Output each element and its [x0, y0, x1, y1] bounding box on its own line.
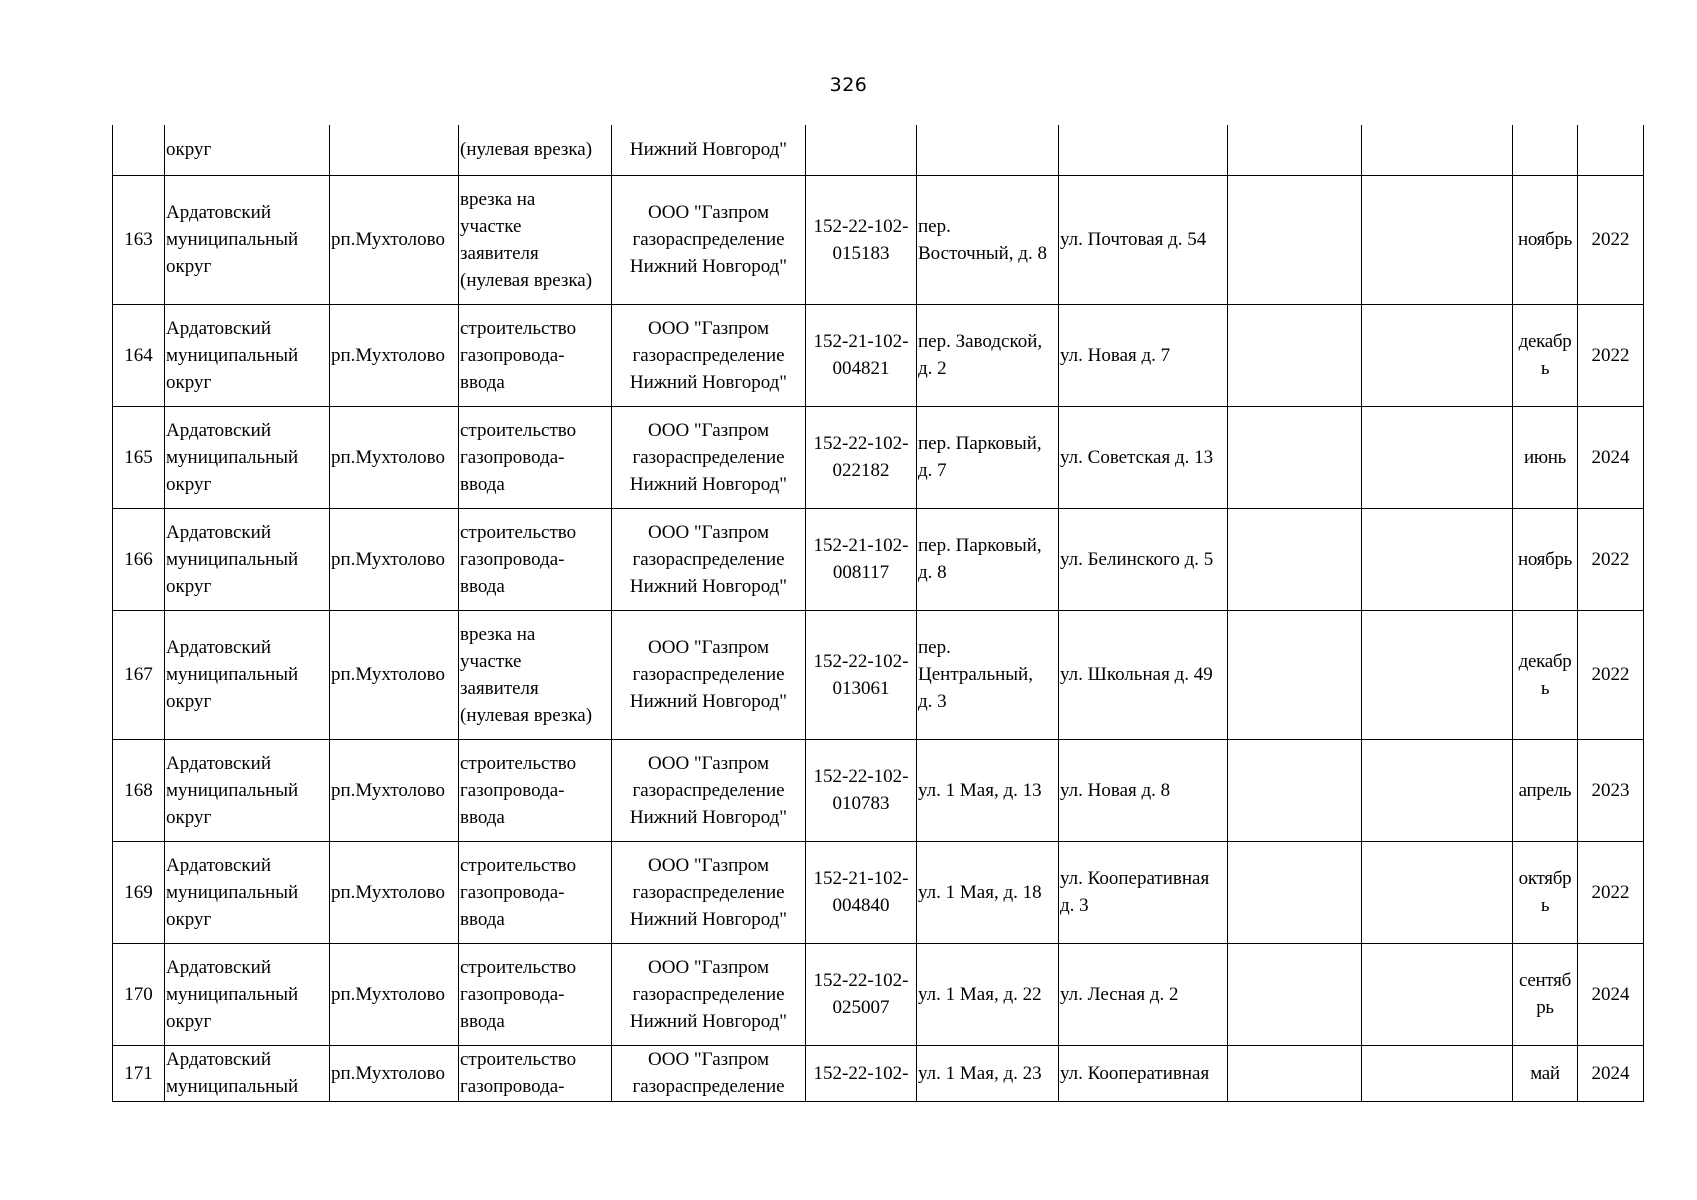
- cell-line: 152-21-102-: [813, 868, 909, 889]
- cell-line: Ардатовский: [166, 317, 271, 339]
- cell-doc-number: [806, 406, 917, 508]
- cell-num: 166: [113, 508, 165, 610]
- cell-line: строительство: [460, 1049, 577, 1070]
- cell-line: 152-22-102-: [813, 215, 909, 237]
- cell-empty-1: [1228, 508, 1362, 610]
- page-number: 326: [829, 74, 868, 96]
- cell-settlement: рп.Мухтолово: [330, 610, 459, 739]
- cell-line: ул. 1 Мая, д. 18: [918, 881, 1042, 903]
- cell-district: [165, 610, 330, 739]
- cell-line: ул. Лесная д. 2: [1060, 983, 1179, 1005]
- cell-line: Ардатовский: [166, 419, 271, 441]
- cell-line: газопровода-: [460, 779, 565, 801]
- cell-address-from: [917, 610, 1059, 739]
- cell-line: 010783: [832, 793, 890, 814]
- cell-doc-number: [806, 739, 917, 841]
- cell-line: ул. Кооперативная: [1060, 868, 1210, 889]
- cell-line: ул. 1 Мая, д. 23: [918, 1062, 1042, 1084]
- cell-month: [1513, 175, 1578, 304]
- cell-line: участке: [460, 215, 522, 237]
- cell-num: 163: [113, 175, 165, 304]
- cell-num: 164: [113, 304, 165, 406]
- cell-doc-number: [806, 304, 917, 406]
- cell-settlement: рп.Мухтолово: [330, 508, 459, 610]
- cell-organization: [612, 1045, 806, 1101]
- cell-line: газораспределение: [632, 446, 785, 468]
- cell-num: 167: [113, 610, 165, 739]
- cell-address-to: [1059, 610, 1228, 739]
- cell-line: май: [1530, 1062, 1560, 1084]
- cell-line: муниципальный: [166, 779, 299, 801]
- cell-line: газопровода-: [460, 881, 565, 903]
- cell-line: муниципальный: [166, 664, 299, 685]
- cell-empty-2: [1362, 610, 1513, 739]
- cell-empty-1: [1228, 841, 1362, 943]
- cell-year: 2022: [1578, 508, 1644, 610]
- cell-settlement: [330, 125, 459, 175]
- cell-doc-number: [806, 943, 917, 1045]
- cell-line: 152-22-102-: [813, 650, 909, 672]
- cell-line: Ардатовский: [166, 956, 271, 978]
- cell-line: ООО "Газпром: [648, 854, 769, 876]
- cell-line: ул. Почтовая д. 54: [1060, 229, 1207, 250]
- cell-line: ввода: [460, 371, 505, 393]
- cell-line: 152-21-102-: [813, 535, 909, 556]
- cell-organization: [612, 508, 806, 610]
- cell-line: ООО "Газпром: [648, 1049, 769, 1070]
- cell-year: 2022: [1578, 841, 1644, 943]
- cell-line: 025007: [832, 997, 890, 1018]
- cell-line: округ: [166, 371, 212, 393]
- cell-line: округ: [166, 691, 212, 712]
- cell-district: [165, 841, 330, 943]
- cell-line: ООО "Газпром: [648, 752, 769, 774]
- cell-line: 008117: [832, 562, 890, 583]
- cell-line: ООО "Газпром: [648, 202, 769, 223]
- cell-address-to: [1059, 508, 1228, 610]
- cell-year: 2024: [1578, 1045, 1644, 1101]
- cell-line: муниципальный: [166, 1076, 299, 1097]
- cell-line: врезка на: [460, 188, 536, 210]
- cell-address-from: [917, 1045, 1059, 1101]
- cell-work-type: [459, 943, 612, 1045]
- cell-line: ул. Школьная д. 49: [1060, 664, 1213, 685]
- cell-organization: [612, 841, 806, 943]
- table-body: [113, 125, 1644, 1101]
- cell-line: Нижний Новгород": [629, 691, 788, 712]
- cell-line: ул. 1 Мая, д. 22: [918, 983, 1042, 1005]
- cell-num: 169: [113, 841, 165, 943]
- cell-line: ь: [1540, 677, 1550, 699]
- cell-line: 152-22-102-: [813, 970, 909, 991]
- cell-line: Ардатовский: [166, 202, 271, 223]
- table-row: [113, 610, 1644, 739]
- cell-year: [1578, 125, 1644, 175]
- cell-address-to: [1059, 406, 1228, 508]
- cell-work-type: [459, 610, 612, 739]
- cell-organization: [612, 943, 806, 1045]
- cell-empty-2: [1362, 175, 1513, 304]
- cell-line: ввода: [460, 575, 505, 597]
- cell-line: муниципальный: [166, 548, 299, 570]
- cell-line: газораспределение: [632, 1076, 785, 1097]
- cell-empty-1: [1228, 175, 1362, 304]
- cell-line: округ: [166, 575, 212, 597]
- cell-line: округ: [166, 806, 212, 828]
- cell-line: строительство: [460, 752, 577, 774]
- cell-month: [1513, 508, 1578, 610]
- cell-month: [1513, 841, 1578, 943]
- cell-address-to: [1059, 943, 1228, 1045]
- cell-line: д. 8: [918, 562, 947, 583]
- cell-line: апрель: [1518, 779, 1572, 801]
- cell-line: 152-22-102-: [813, 433, 909, 454]
- cell-line: 004840: [832, 895, 890, 916]
- cell-district: [165, 508, 330, 610]
- cell-line: округ: [166, 256, 212, 277]
- cell-line: округ: [166, 473, 212, 495]
- cell-num: 170: [113, 943, 165, 1045]
- cell-line: Ардатовский: [166, 637, 271, 658]
- cell-line: Нижний Новгород": [629, 473, 788, 495]
- cell-month: [1513, 739, 1578, 841]
- cell-organization: [612, 406, 806, 508]
- cell-line: газопровода-: [460, 446, 565, 468]
- cell-organization: Нижний Новгород": [612, 125, 806, 175]
- cell-line: заявителя: [460, 242, 539, 264]
- cell-line: газораспределение: [632, 344, 785, 366]
- cell-line: 152-22-102-: [813, 766, 909, 787]
- cell-line: газопровода-: [460, 344, 565, 366]
- cell-line: 152-21-102-: [813, 331, 909, 352]
- cell-line: Нижний Новгород": [629, 806, 788, 828]
- table-row: [113, 508, 1644, 610]
- cell-num: 168: [113, 739, 165, 841]
- cell-line: муниципальный: [166, 344, 299, 366]
- table-row: [113, 1045, 1644, 1101]
- cell-work-type: (нулевая врезка): [459, 125, 612, 175]
- cell-empty-2: [1362, 125, 1513, 175]
- cell-address-to: [1059, 739, 1228, 841]
- cell-doc-number: [806, 125, 917, 175]
- cell-line: Центральный,: [918, 664, 1033, 685]
- cell-address-from: [917, 125, 1059, 175]
- cell-line: муниципальный: [166, 881, 299, 903]
- cell-line: строительство: [460, 956, 577, 978]
- cell-line: д. 2: [918, 358, 947, 379]
- cell-line: сентяб: [1519, 970, 1571, 991]
- cell-address-to: [1059, 841, 1228, 943]
- cell-line: (нулевая врезка): [460, 704, 593, 726]
- cell-district: [165, 406, 330, 508]
- cell-line: газопровода-: [460, 548, 565, 570]
- cell-month: [1513, 304, 1578, 406]
- cell-empty-1: [1228, 610, 1362, 739]
- cell-settlement: рп.Мухтолово: [330, 175, 459, 304]
- cell-empty-1: [1228, 943, 1362, 1045]
- cell-doc-number: [806, 508, 917, 610]
- cell-address-from: [917, 304, 1059, 406]
- cell-line: газораспределение: [632, 664, 785, 685]
- cell-month: [1513, 610, 1578, 739]
- cell-line: строительство: [460, 317, 577, 339]
- cell-num: [113, 125, 165, 175]
- cell-doc-number: [806, 175, 917, 304]
- cell-line: 022182: [832, 460, 890, 481]
- cell-year: 2022: [1578, 610, 1644, 739]
- cell-work-type: [459, 406, 612, 508]
- cell-line: строительство: [460, 419, 577, 441]
- cell-district: [165, 304, 330, 406]
- cell-line: ул. Кооперативная: [1060, 1062, 1210, 1084]
- cell-line: строительство: [460, 521, 577, 543]
- cell-empty-1: [1228, 406, 1362, 508]
- cell-line: газораспределение: [632, 229, 785, 250]
- cell-empty-2: [1362, 943, 1513, 1045]
- cell-work-type: [459, 739, 612, 841]
- cell-organization: [612, 739, 806, 841]
- cell-line: июнь: [1524, 446, 1566, 468]
- cell-empty-2: [1362, 841, 1513, 943]
- cell-line: ул. Белинского д. 5: [1060, 548, 1214, 570]
- cell-line: округ: [166, 908, 212, 930]
- cell-empty-1: [1228, 125, 1362, 175]
- cell-line: (нулевая врезка): [460, 269, 593, 291]
- cell-line: газораспределение: [632, 548, 785, 570]
- cell-empty-2: [1362, 406, 1513, 508]
- table-row-continued: [113, 125, 1644, 175]
- cell-line: Восточный, д. 8: [918, 242, 1047, 264]
- cell-line: 015183: [832, 242, 890, 264]
- table-row: [113, 304, 1644, 406]
- cell-address-from: [917, 508, 1059, 610]
- gas-connection-register-table: [112, 125, 1644, 1102]
- cell-settlement: рп.Мухтолово: [330, 304, 459, 406]
- cell-work-type: [459, 841, 612, 943]
- cell-line: газораспределение: [632, 779, 785, 801]
- cell-work-type: [459, 175, 612, 304]
- cell-line: ул. 1 Мая, д. 13: [918, 779, 1042, 801]
- cell-line: рь: [1536, 997, 1554, 1018]
- cell-line: ул. Советская д. 13: [1060, 446, 1214, 468]
- cell-line: д. 3: [1060, 895, 1089, 916]
- cell-line: округ: [166, 1010, 212, 1032]
- cell-settlement: рп.Мухтолово: [330, 406, 459, 508]
- cell-line: участке: [460, 650, 522, 672]
- cell-line: Ардатовский: [166, 752, 271, 774]
- cell-year: 2024: [1578, 406, 1644, 508]
- cell-year: 2023: [1578, 739, 1644, 841]
- cell-month: [1513, 943, 1578, 1045]
- cell-line: Ардатовский: [166, 521, 271, 543]
- cell-year: 2022: [1578, 304, 1644, 406]
- cell-line: муниципальный: [166, 446, 299, 468]
- cell-address-from: [917, 175, 1059, 304]
- cell-line: октябр: [1518, 868, 1572, 889]
- cell-district: [165, 739, 330, 841]
- cell-line: пер.: [918, 637, 951, 658]
- cell-month: [1513, 406, 1578, 508]
- cell-line: 004821: [832, 358, 890, 379]
- cell-district: округ: [165, 125, 330, 175]
- cell-line: строительство: [460, 854, 577, 876]
- cell-line: ООО "Газпром: [648, 419, 769, 441]
- cell-work-type: [459, 508, 612, 610]
- cell-year: 2022: [1578, 175, 1644, 304]
- cell-month: [1513, 1045, 1578, 1101]
- cell-address-from: [917, 841, 1059, 943]
- cell-doc-number: [806, 841, 917, 943]
- cell-line: газопровода-: [460, 983, 565, 1005]
- cell-line: ввода: [460, 1010, 505, 1032]
- cell-line: декабр: [1518, 650, 1572, 672]
- cell-address-from: [917, 406, 1059, 508]
- cell-line: ООО "Газпром: [648, 317, 769, 339]
- cell-address-from: [917, 943, 1059, 1045]
- cell-line: газораспределение: [632, 881, 785, 903]
- cell-line: 013061: [832, 677, 890, 699]
- cell-line: ООО "Газпром: [648, 521, 769, 543]
- cell-address-to: [1059, 304, 1228, 406]
- cell-empty-2: [1362, 508, 1513, 610]
- cell-line: врезка на: [460, 623, 536, 645]
- cell-doc-number: [806, 1045, 917, 1101]
- cell-line: ноябрь: [1517, 548, 1573, 570]
- cell-line: пер. Парковый,: [918, 535, 1042, 556]
- table-row: [113, 406, 1644, 508]
- cell-empty-2: [1362, 739, 1513, 841]
- cell-line: ввода: [460, 473, 505, 495]
- cell-line: муниципальный: [166, 229, 299, 250]
- cell-address-to: [1059, 175, 1228, 304]
- cell-district: [165, 943, 330, 1045]
- cell-district: [165, 175, 330, 304]
- table-row: [113, 739, 1644, 841]
- cell-line: газораспределение: [632, 983, 785, 1005]
- cell-line: декабр: [1518, 331, 1572, 352]
- cell-empty-1: [1228, 304, 1362, 406]
- cell-work-type: [459, 304, 612, 406]
- cell-organization: [612, 175, 806, 304]
- cell-settlement: рп.Мухтолово: [330, 841, 459, 943]
- table-row: [113, 175, 1644, 304]
- cell-line: заявителя: [460, 677, 539, 699]
- cell-line: ь: [1540, 895, 1550, 916]
- cell-settlement: рп.Мухтолово: [330, 943, 459, 1045]
- cell-line: Ардатовский: [166, 854, 271, 876]
- cell-settlement: рп.Мухтолово: [330, 1045, 459, 1101]
- cell-organization: [612, 304, 806, 406]
- cell-district: [165, 1045, 330, 1101]
- cell-settlement: рп.Мухтолово: [330, 739, 459, 841]
- cell-line: ь: [1540, 358, 1550, 379]
- cell-work-type: [459, 1045, 612, 1101]
- cell-line: ООО "Газпром: [648, 956, 769, 978]
- cell-month: [1513, 125, 1578, 175]
- cell-line: Нижний Новгород": [629, 575, 788, 597]
- cell-address-to: [1059, 1045, 1228, 1101]
- cell-line: ул. Новая д. 8: [1060, 779, 1171, 801]
- cell-year: 2024: [1578, 943, 1644, 1045]
- cell-line: Нижний Новгород": [629, 1010, 788, 1032]
- cell-address-from: [917, 739, 1059, 841]
- cell-num: 171: [113, 1045, 165, 1101]
- cell-line: ул. Новая д. 7: [1060, 344, 1171, 366]
- cell-line: муниципальный: [166, 983, 299, 1005]
- cell-num: 165: [113, 406, 165, 508]
- cell-empty-2: [1362, 1045, 1513, 1101]
- cell-line: Нижний Новгород": [629, 908, 788, 930]
- cell-line: д. 3: [918, 691, 947, 712]
- cell-doc-number: [806, 610, 917, 739]
- table-row: [113, 841, 1644, 943]
- cell-empty-1: [1228, 739, 1362, 841]
- cell-line: газопровода-: [460, 1076, 565, 1097]
- cell-address-to: [1059, 125, 1228, 175]
- cell-line: ноябрь: [1517, 229, 1573, 250]
- cell-line: Нижний Новгород": [629, 371, 788, 393]
- cell-line: пер.: [918, 215, 951, 237]
- table-row: [113, 943, 1644, 1045]
- cell-line: 152-22-102-: [813, 1062, 909, 1084]
- cell-line: Ардатовский: [166, 1049, 271, 1070]
- cell-line: ООО "Газпром: [648, 637, 769, 658]
- cell-empty-1: [1228, 1045, 1362, 1101]
- cell-empty-2: [1362, 304, 1513, 406]
- cell-line: пер. Заводской,: [918, 331, 1043, 352]
- cell-line: ввода: [460, 908, 505, 930]
- cell-line: Нижний Новгород": [629, 256, 788, 277]
- cell-line: д. 7: [918, 460, 947, 481]
- cell-organization: [612, 610, 806, 739]
- cell-line: ввода: [460, 806, 505, 828]
- cell-line: пер. Парковый,: [918, 433, 1042, 454]
